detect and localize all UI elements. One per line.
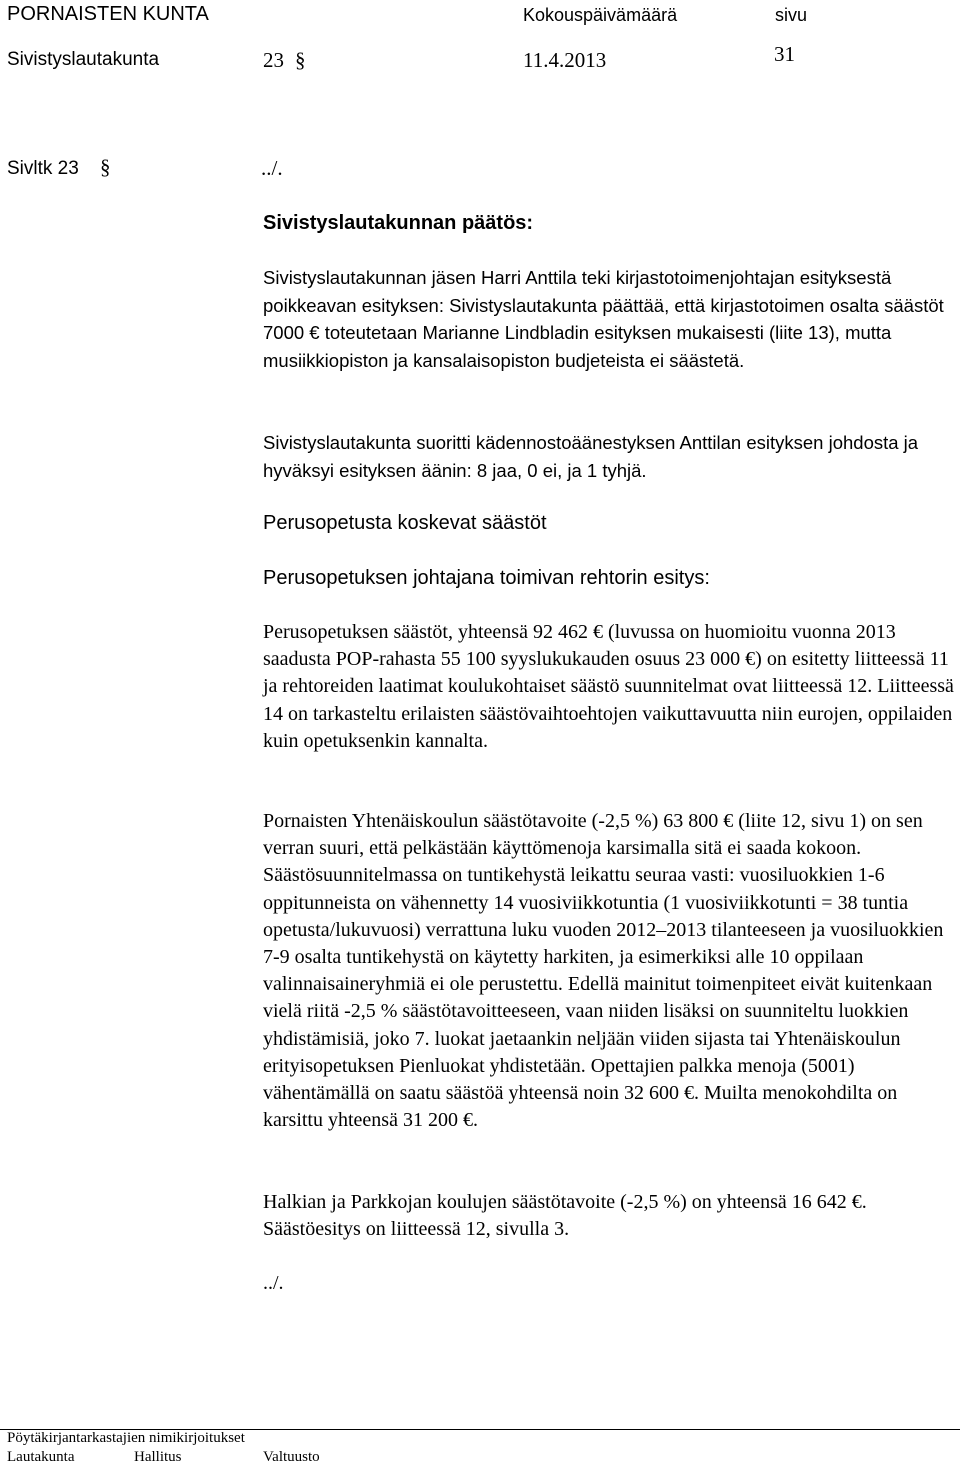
date-column-label: Kokouspäivämäärä xyxy=(523,5,678,25)
footer-valtuusto: Valtuusto xyxy=(263,1449,320,1465)
municipality-name: PORNAISTEN KUNTA xyxy=(7,3,209,25)
basic-education-paragraph-3: Halkian ja Parkkojan koulujen säästötavoite (-2,5 %) on yhteensä 16 642 €. Säästöesitys on liitteessä 12, sivulla 3. xyxy=(263,1191,867,1241)
decision-heading: Sivistyslautakunnan päätös: xyxy=(263,212,534,234)
section-reference-symbol: § xyxy=(100,155,111,179)
section-symbol: § xyxy=(295,48,306,72)
decision-paragraph-1: Sivistyslautakunnan jäsen Harri Anttila teki kirjastotoimenjohtajan esityksestä poikkeavan esityksen: Sivistyslautakunta päättää, että kirjastotoimen osalta säästöt 7000 € toteutetaan Marianne Lindbladin esityksen mukaisesti (liite 13), mutta musiikkiopiston ja kansalaisopiston budjeteista ei säästetä. xyxy=(263,267,944,371)
basic-education-paragraph-1: Perusopetuksen säästöt, yhteensä 92 462 € (luvussa on huomioitu vuonna 2013 saadusta POP-rahasta 55 100 syyslukukauden osuus 23 000 €) on esitetty liitteessä 11 ja rehtoreiden laatimat koulukohtaiset säästö suunnitelmat ovat liitteessä 12. Liitteessä 14 on tarkasteltu erilaisten säästövaihtoehtojen vaikuttavuutta niin eurojen, oppilaiden kuin opetuksenkin kannalta. xyxy=(263,621,954,752)
footer-hallitus: Hallitus xyxy=(134,1449,182,1465)
meeting-date: 11.4.2013 xyxy=(523,48,607,72)
decision-paragraph-2: Sivistyslautakunta suoritti kädennostoäänestyksen Anttilan esityksen johdosta ja hyväksyi esityksen äänin: 8 jaa, 0 ei, ja 1 tyhjä. xyxy=(263,432,919,481)
continuation-marker-top: ../. xyxy=(261,156,283,180)
section-number: 23 xyxy=(263,48,284,72)
basic-education-heading: Perusopetusta koskevat säästöt xyxy=(263,512,547,534)
rector-proposal-heading: Perusopetuksen johtajana toimivan rehtorin esitys: xyxy=(263,567,710,589)
basic-education-paragraph-2: Pornaisten Yhtenäiskoulun säästötavoite (-2,5 %) 63 800 € (liite 12, sivu 1) on sen verran suuri, että pelkästään käyttömenoja karsimalla sitä ei saada kokoon. Säästösuunnitelmassa on tuntikehystä leikattu seuraa vasti: vuosiluokkien 1-6 oppitunneista on vähennetty 14 vuosiviikkotuntia (1 vuosiviikkotunti = 38 tuntia opetusta/lukuvuosi) verrattuna luku vuoden 2012–2013 tilanteeseen ja vuosiluokkien 7-9 osalta tuntikehystä on käytetty harkiten, ja esimerkiksi alle 10 oppilaan valinnaisaineryhmiä ei ole perustettu. Edellä mainitut toimenpiteet eivät kuitenkaan vielä riitä -2,5 % säästötavoitteeseen, vaan niiden lisäksi on suunniteltu luokkien yhdistämisiä, joko 7. luokat jaetaankin neljään viiden sijasta tai Yhtenäiskoulun erityisopetuksen Pienluokat yhdistetään. Opettajien palkka menoja (5001) vähentämällä on saatu säästöä yhteensä noin 32 600 €. Muilta menokohdilta on karsittu yhteensä 31 200 €. xyxy=(263,810,944,1132)
signatures-label: Pöytäkirjantarkastajien nimikirjoitukset xyxy=(7,1430,245,1446)
section-reference: Sivltk 23 xyxy=(7,158,79,179)
continuation-marker-bottom: ../. xyxy=(263,1272,284,1294)
page-number: 31 xyxy=(774,42,795,66)
board-name: Sivistyslautakunta xyxy=(7,49,160,70)
page-column-label: sivu xyxy=(775,5,808,25)
footer-lautakunta: Lautakunta xyxy=(7,1449,75,1465)
